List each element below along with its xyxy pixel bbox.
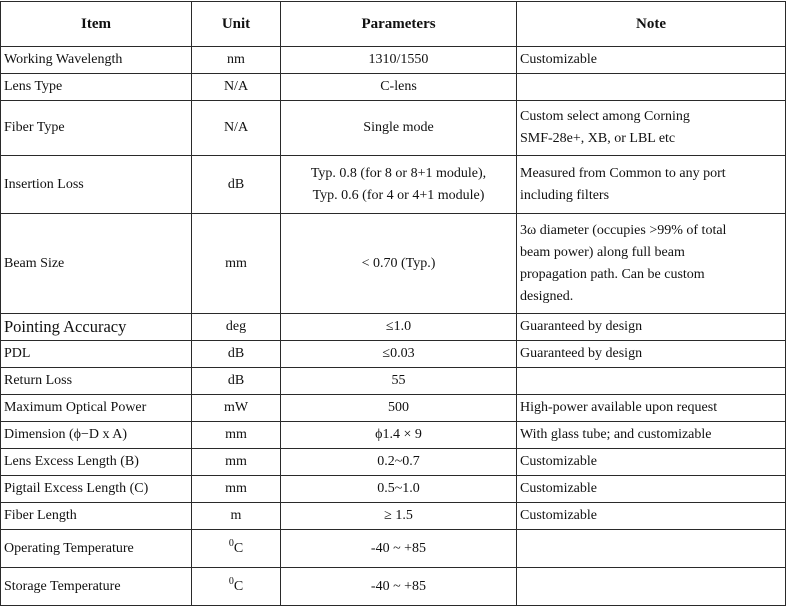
item-cell: Working Wavelength: [1, 47, 192, 74]
note-cell: Customizable: [517, 449, 786, 476]
item-cell: Fiber Type: [1, 101, 192, 156]
unit-cell: mm: [192, 422, 281, 449]
table-row: [1, 341, 786, 368]
table-row: [1, 314, 786, 341]
note-line: 3ω diameter (occupies >99% of total: [520, 222, 727, 238]
note-cell: [517, 101, 786, 156]
unit-cell: [192, 530, 281, 568]
note-cell: [517, 74, 786, 101]
param-cell: ϕ1.4 × 9: [281, 422, 517, 449]
param-cell: 500: [281, 395, 517, 422]
note-line: propagation path. Can be custom: [520, 266, 705, 282]
note-cell: Customizable: [517, 503, 786, 530]
param-cell: 0.2~0.7: [281, 449, 517, 476]
note-cell: [517, 568, 786, 606]
table-row: [1, 368, 786, 395]
unit-cell: deg: [192, 314, 281, 341]
unit-cell: N/A: [192, 74, 281, 101]
unit-cell: m: [192, 503, 281, 530]
item-cell: Storage Temperature: [1, 568, 192, 606]
header-unit: Unit: [192, 2, 281, 47]
note-cell: Customizable: [517, 47, 786, 74]
param-cell: ≤0.03: [281, 341, 517, 368]
spec-table: [0, 1, 786, 606]
param-cell: -40 ~ +85: [281, 530, 517, 568]
param-cell: C-lens: [281, 74, 517, 101]
unit-cell: [192, 568, 281, 606]
table-row: [1, 503, 786, 530]
item-cell: Beam Size: [1, 214, 192, 314]
param-line: Typ. 0.6 (for 4 or 4+1 module): [312, 187, 485, 203]
item-cell: Return Loss: [1, 368, 192, 395]
unit-text: C: [233, 540, 244, 556]
header-row: [1, 2, 786, 47]
param-cell: < 0.70 (Typ.): [281, 214, 517, 314]
degree-superscript: 0: [228, 537, 234, 549]
item-cell: Operating Temperature: [1, 530, 192, 568]
param-cell: 55: [281, 368, 517, 395]
item-cell: Insertion Loss: [1, 156, 192, 214]
note-line: Custom select among Corning: [520, 109, 690, 124]
note-line: SMF-28e+, XB, or LBL etc: [520, 131, 676, 146]
note-cell: With glass tube; and customizable: [517, 422, 786, 449]
param-cell: 0.5~1.0: [281, 476, 517, 503]
unit-text: C: [233, 578, 244, 594]
table-row: [1, 395, 786, 422]
note-line: beam power) along full beam: [520, 244, 685, 260]
param-cell: Single mode: [281, 101, 517, 156]
item-cell: Pointing Accuracy: [1, 314, 192, 341]
param-line: Typ. 0.8 (for 8 or 8+1 module),: [310, 165, 487, 181]
note-line: designed.: [520, 288, 574, 304]
note-cell: [517, 214, 786, 314]
table-row: [1, 156, 786, 214]
note-cell: [517, 530, 786, 568]
unit-cell: nm: [192, 47, 281, 74]
table-row: [1, 422, 786, 449]
note-line: including filters: [520, 187, 610, 203]
note-cell: High-power available upon request: [517, 395, 786, 422]
unit-cell: mW: [192, 395, 281, 422]
unit-cell: dB: [192, 341, 281, 368]
item-cell: PDL: [1, 341, 192, 368]
note-cell: Guaranteed by design: [517, 314, 786, 341]
table-row: [1, 214, 786, 314]
param-cell: 1310/1550: [281, 47, 517, 74]
param-cell: -40 ~ +85: [281, 568, 517, 606]
degree-superscript: 0: [228, 575, 234, 587]
note-cell: [517, 368, 786, 395]
item-cell: Lens Type: [1, 74, 192, 101]
param-cell: ≥ 1.5: [281, 503, 517, 530]
note-cell: Guaranteed by design: [517, 341, 786, 368]
item-cell: Dimension (ϕ−D x A): [1, 422, 192, 449]
item-cell: Pigtail Excess Length (C): [1, 476, 192, 503]
table-row: [1, 47, 786, 74]
item-cell: Lens Excess Length (B): [1, 449, 192, 476]
table-row: [1, 568, 786, 606]
param-cell: ≤1.0: [281, 314, 517, 341]
header-note: Note: [517, 2, 786, 47]
header-parameters: Parameters: [281, 2, 517, 47]
unit-cell: mm: [192, 449, 281, 476]
param-cell: [281, 156, 517, 214]
unit-cell: mm: [192, 214, 281, 314]
table-row: [1, 449, 786, 476]
unit-cell: dB: [192, 156, 281, 214]
note-line: Measured from Common to any port: [520, 165, 726, 181]
note-cell: Customizable: [517, 476, 786, 503]
note-cell: [517, 156, 786, 214]
header-item: Item: [1, 2, 192, 47]
table-row: [1, 101, 786, 156]
unit-cell: mm: [192, 476, 281, 503]
table-row: [1, 74, 786, 101]
item-cell: Fiber Length: [1, 503, 192, 530]
unit-cell: dB: [192, 368, 281, 395]
unit-cell: N/A: [192, 101, 281, 156]
table-row: [1, 530, 786, 568]
table-row: [1, 476, 786, 503]
item-cell: Maximum Optical Power: [1, 395, 192, 422]
